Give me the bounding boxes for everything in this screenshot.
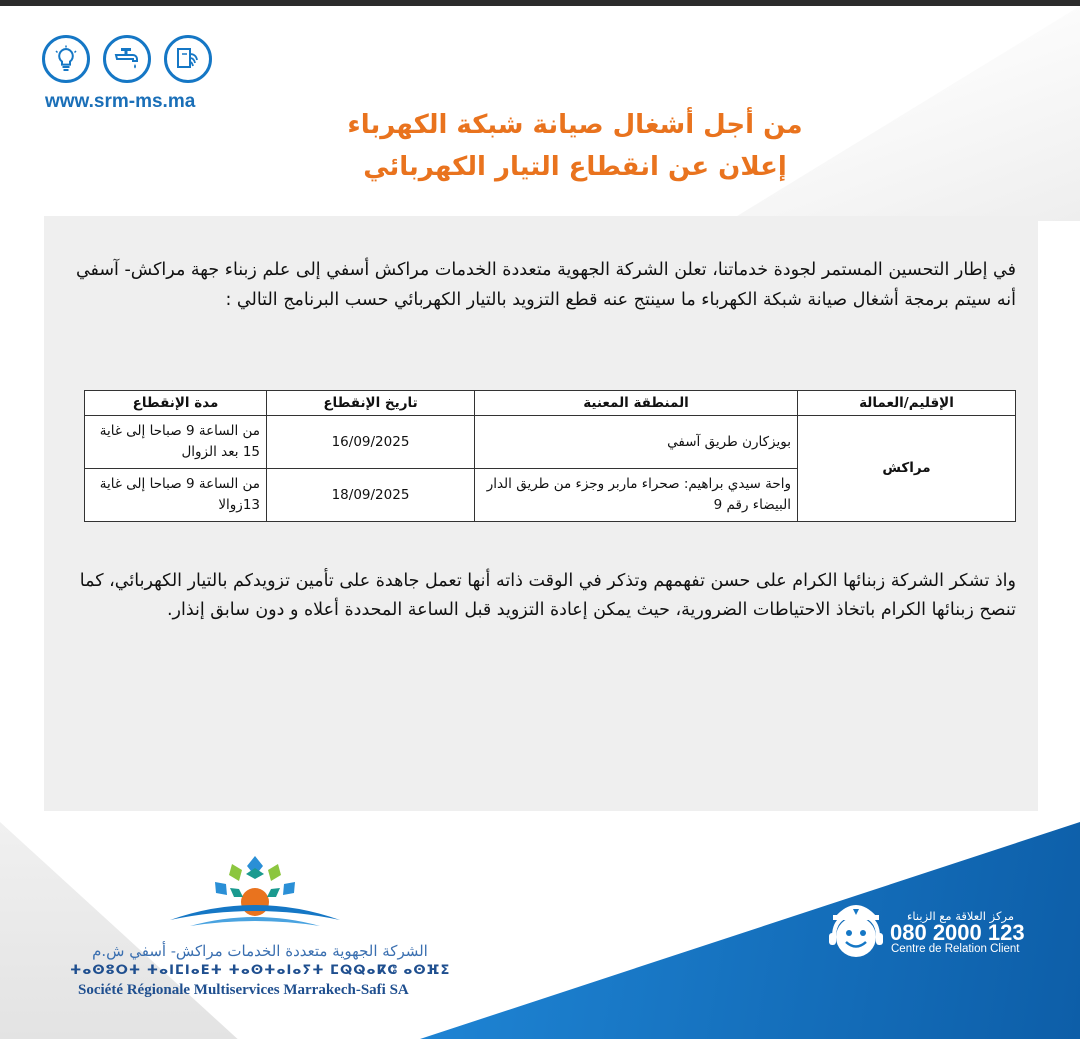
header-area: المنطقة المعنية xyxy=(475,391,798,416)
notice-title: من أجل أشغال صيانة شبكة الكهرباء xyxy=(347,110,803,140)
customer-service-mascot-icon xyxy=(825,893,887,965)
company-name-tifinagh: ⵜⴰⵙⵓⵔⵜ ⵜⴰⵏⵎⵏⴰⴹⵜ ⵜⴰⵙⵜⴰⵏⴰⵢⵜ ⵎⵕⵕⴰⴽⵛ ⴰⵙⴼⵉ xyxy=(70,963,451,978)
table-header-row xyxy=(85,391,1016,416)
province-cell: مراكش xyxy=(798,416,1016,522)
sanitation-icon xyxy=(164,35,212,83)
date-cell: 16/09/2025 xyxy=(267,416,475,469)
table-row xyxy=(85,416,1016,469)
closing-paragraph: واذ تشكر الشركة زبنائها الكرام على حسن تفهمهم وتذكر في الوقت ذاته أنها تعمل جاهدة على تأمين تزويدكم بالتيار الكهربائي، كما تنصح زبنائها الكرام باتخاذ الاحتياطات الضرورية، حيث يمكن إعادة التزويد قبل الساعة المحددة أعلاه و دون سابق إنذار. xyxy=(79,571,1016,620)
header-date: تاريخ الإنقطاع xyxy=(267,391,475,416)
customer-center-label-french: Centre de Relation Client xyxy=(891,943,1020,955)
header-province: الإقليم/العمالة xyxy=(798,391,1016,416)
duration-cell: من الساعة 9 صباحا إلى غاية 15 بعد الزوال xyxy=(85,416,267,469)
service-icons xyxy=(42,35,212,83)
water-tap-icon xyxy=(103,35,151,83)
duration-cell: من الساعة 9 صباحا إلى غاية 13زوالا xyxy=(85,469,267,522)
top-border xyxy=(0,0,1080,6)
area-cell: واحة سيدي براهيم: صحراء ماربر وجزء من طريق الدار البيضاء رقم 9 xyxy=(475,469,798,522)
outage-schedule-table xyxy=(84,390,1016,522)
customer-center-label: مركز العلاقة مع الزبناء xyxy=(907,909,1014,923)
website-url[interactable]: www.srm-ms.ma xyxy=(45,91,196,112)
company-name-french: Société Régionale Multiservices Marrakech-Safi SA xyxy=(78,982,409,998)
company-name-arabic: الشركة الجهوية متعددة الخدمات مراكش- أسفي ش.م xyxy=(92,942,428,960)
area-cell: بويزكارن طريق آسفي xyxy=(475,416,798,469)
header-duration: مدة الإنقطاع xyxy=(85,391,267,416)
intro-paragraph: في إطار التحسين المستمر لجودة خدماتنا، تعلن الشركة الجهوية متعددة الخدمات مراكش أسفي إلى علم زبناء جهة مراكش- آسفي أنه سيتم برمجة أشغال صيانة شبكة الكهرباء ما سينتج عنه قطع التزويد بالتيار الكهربائي حسب البرنامج التالي : xyxy=(75,260,1016,310)
customer-center-phone[interactable]: 080 2000 123 xyxy=(890,920,1025,945)
date-cell: 18/09/2025 xyxy=(267,469,475,522)
lightbulb-icon xyxy=(42,35,90,83)
notice-subtitle: إعلان عن انقطاع التيار الكهربائي xyxy=(363,152,787,182)
company-logo xyxy=(160,852,350,940)
